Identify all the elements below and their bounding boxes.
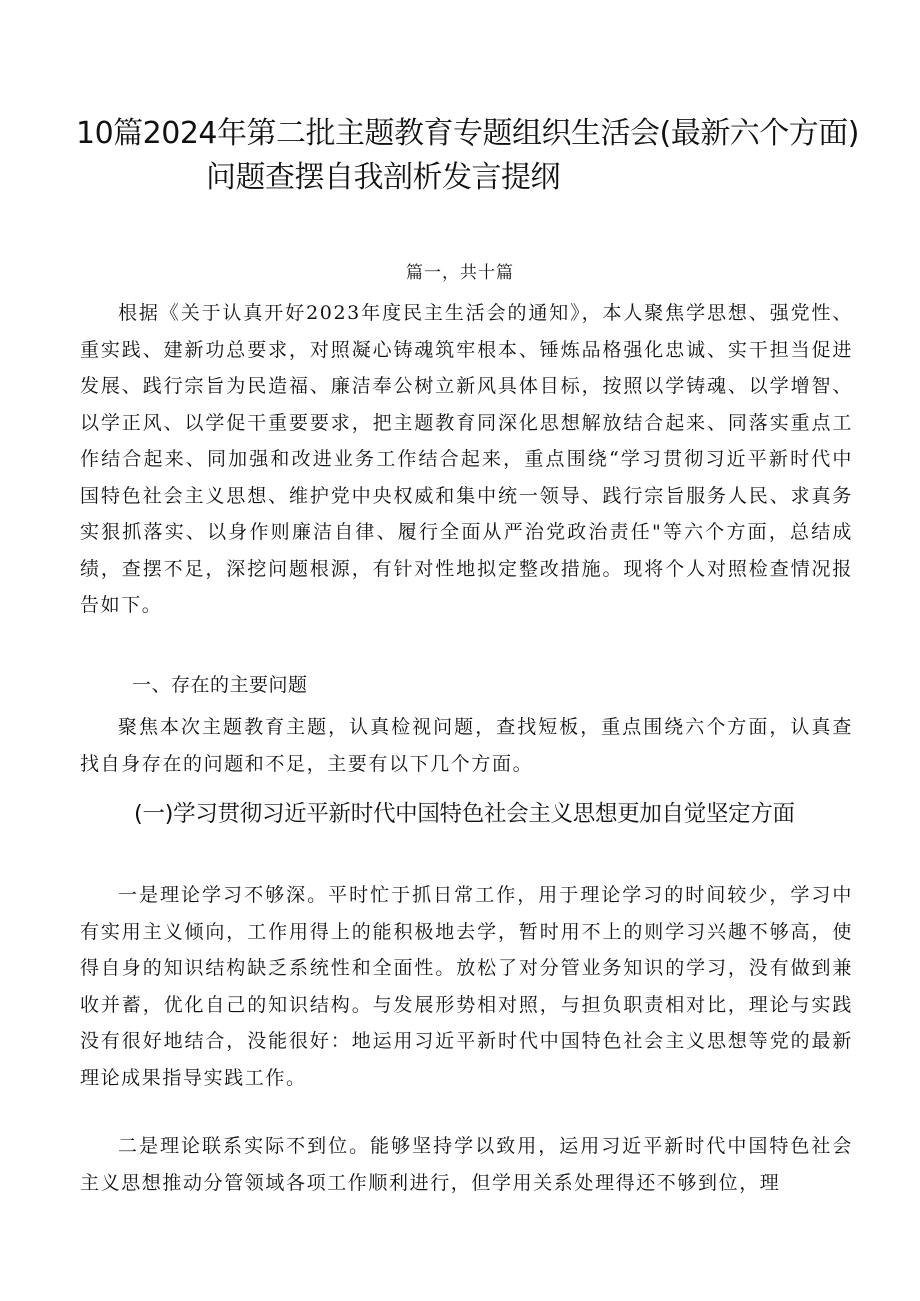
point-two-paragraph: 二是理论联系实际不到位。能够坚持学以致用，运用习近平新时代中国特色社会主义思想推动分管领域各项工作顺利进行，但学用关系处理得还不够到位，理 [80, 1135, 853, 1194]
focus-paragraph: 聚焦本次主题教育主题，认真检视问题，查找短板，重点围绕六个方面，认真查找自身存在的问题和不足，主要有以下几个方面。 [80, 716, 853, 775]
document-subtitle: 篇一，共十篇 [406, 263, 514, 283]
section-heading-main-problems: 一、存在的主要问题 [132, 674, 308, 696]
point-one-paragraph: 一是理论学习不够深。平时忙于抓日常工作，用于理论学习的时间较少，学习中有实用主义倾向，工作用得上的能积极地去学，暂时用不上的则学习兴趣不够高，使得自身的知识结构缺乏系统性和全面性。放松了对分管业务知识的学习，没有做到兼收并蓄，优化自己的知识结构。与发展形势相对照，与担负职责相对比，理论与实践没有很好地结合，没能很好：地运用习近平新时代中国特色社会主义思想等党的最新理论成果指导实践工作。 [80, 884, 853, 1089]
subsection-heading-theory: (一)学习贯彻习近平新时代中国特色社会主义思想更加自觉坚定方面 [134, 801, 795, 827]
document-title [76, 112, 876, 200]
document-title-line1: 10篇2024年第二批主题教育专题组织生活会(最新六个方面) [76, 116, 859, 151]
document-title-line2: 问题查摆自我剖析发言提纲 [206, 160, 560, 195]
intro-paragraph: 根据《关于认真开好2023年度民主生活会的通知》，本人聚焦学思想、强党性、重实践、建新功总要求，对照凝心铸魂筑牢根本、锤炼品格强化忠诚、实干担当促进发展、践行宗旨为民造福、廉洁奉公树立新风具体目标，按照以学铸魂、以学增智、以学正风、以学促干重要要求，把主题教育同深化思想解放结合起来、同落实重点工作结合起来、同加强和改进业务工作结合起来，重点围绕“学习贯彻习近平新时代中国特色社会主义思想、维护党中央权威和集中统一领导、践行宗旨服务人民、求真务实狠抓落实、以身作则廉洁自律、履行全面从严治党政治责任"等六个方面，总结成绩，查摆不足，深挖问题根源，有针对性地拟定整改措施。现将个人对照检查情况报告如下。 [80, 302, 853, 616]
